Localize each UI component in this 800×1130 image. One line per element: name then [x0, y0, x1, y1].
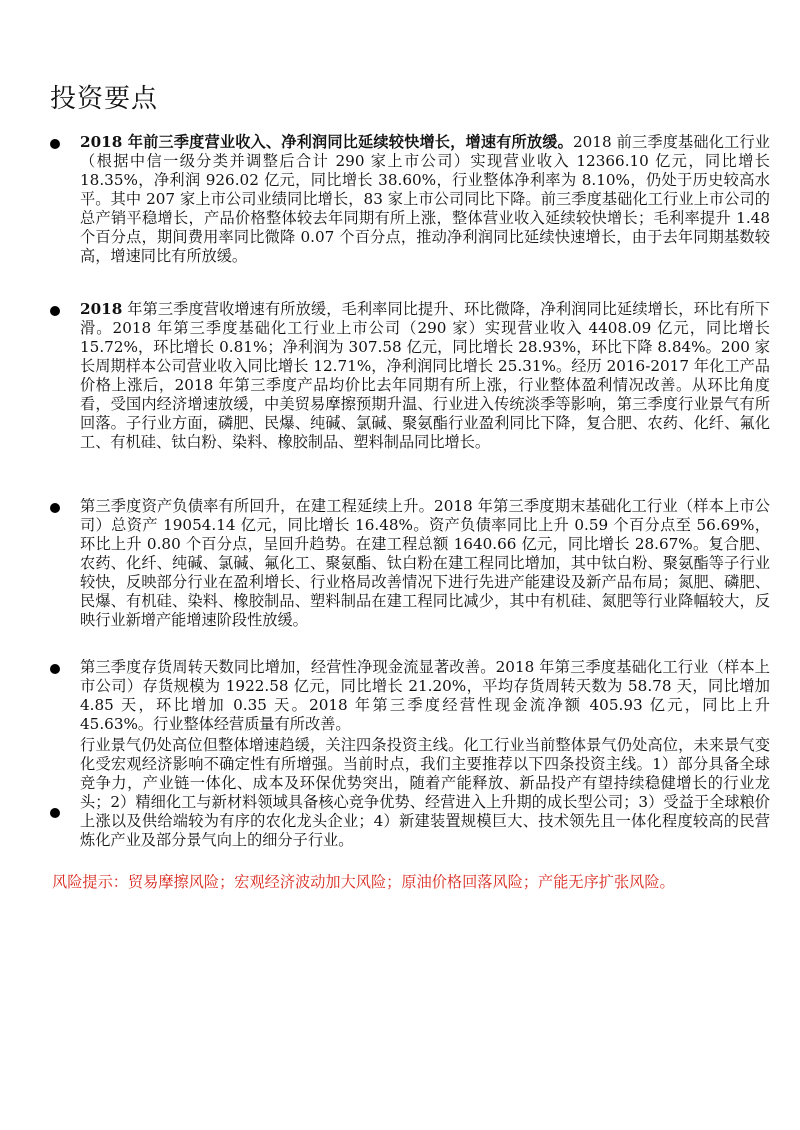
bullet-5	[50, 808, 60, 818]
paragraph-1-body: 2018 前三季度基础化工行业（根据中信一级分类并调整后合计 290 家上市公司）实现营业收入 12366.10 亿元，同比增长 18.35%，净利润 926.02 亿元，同比增长 38.60%，行业整体净利率为 8.10%，仍处于历史较高水平。其中 207 家上市公司业绩同比增长，83 家上市公司同比下降。前三季度基础化工行业上市公司的总产销平稳增长，产品价格整体较去年同期有所上涨，整体营业收入延续较快增长；毛利率提升 1.48 个百分点，期间费用率同比微降 0.07 个百分点，推动净利润同比延续快速增长，由于去年同期基数较高，增速同比有所放缓。	[80, 133, 770, 265]
paragraph-5	[80, 736, 770, 850]
paragraph-3	[80, 497, 770, 630]
bullet-3	[50, 503, 60, 513]
paragraph-1-lead: 2018 年前三季度营业收入、净利润同比延续较快增长，增速有所放缓。	[80, 133, 573, 151]
page-title: 投资要点	[50, 84, 159, 114]
bullet-2	[50, 306, 60, 316]
paragraph-2-lead: 2018	[80, 300, 123, 318]
paragraph-2-body: 年第三季度营收增速有所放缓，毛利率同比提升、环比微降，净利润同比延续增长，环比有所下滑。2018 年第三季度基础化工行业上市公司（290 家）实现营业收入 4408.09 亿元，同比增长 15.72%，环比增长 0.81%；净利润为 307.58 亿元，同比增长 28.93%，环比下降 8.84%。200 家长周期样本公司营业收入同比增长 12.71%，净利润同比增长 25.31%。经历 2016-2017 年化工产品价格上涨后，2018 年第三季度产品均价比去年同期有所上涨，行业整体盈利情况改善。从环比角度看，受国内经济增速放缓，中美贸易摩擦预期升温、行业进入传统淡季等影响，第三季度行业景气有所回落。子行业方面，磷肥、民爆、纯碱、氯碱、聚氨酯行业盈利同比下降，复合肥、农药、化纤、氟化工、有机硅、钛白粉、染料、橡胶制品、塑料制品同比增长。	[80, 300, 770, 451]
risk-warning: 风险提示：贸易摩擦风险；宏观经济波动加大风险；原油价格回落风险；产能无序扩张风险。	[52, 873, 675, 891]
paragraph-1	[80, 133, 770, 266]
paragraph-2	[80, 300, 770, 452]
paragraph-4	[80, 658, 770, 734]
paragraph-4-body: 第三季度存货周转天数同比增加，经营性净现金流显著改善。2018 年第三季度基础化工行业（样本上市公司）存货规模为 1922.58 亿元，同比增长 21.20%，平均存货周转天数为 58.78 天，同比增加 4.85 天，环比增加 0.35 天。2018 年第三季度经营性现金流净额 405.93 亿元，同比上升 45.63%。行业整体经营质量有所改善。	[80, 658, 770, 733]
paragraph-3-body: 第三季度资产负债率有所回升，在建工程延续上升。2018 年第三季度期末基础化工行业（样本上市公司）总资产 19054.14 亿元，同比增长 16.48%。资产负债率同比上升 0.59 个百分点至 56.69%，环比上升 0.80 个百分点，呈回升趋势。在建工程总额 1640.66 亿元，同比增长 28.67%。复合肥、农药、化纤、纯碱、氯碱、氟化工、聚氨酯、钛白粉在建工程同比增加，其中钛白粉、聚氨酯等子行业较快，反映部分行业在盈利增长、行业格局改善情况下进行先进产能建设及新产品布局；氮肥、磷肥、民爆、有机硅、染料、橡胶制品、塑料制品在建工程同比减少，其中有机硅、氮肥等行业降幅较大，反映行业新增产能增速阶段性放缓。	[80, 497, 770, 629]
bullet-1	[50, 139, 60, 149]
paragraph-5-body: 行业景气仍处高位但整体增速趋缓，关注四条投资主线。化工行业当前整体景气仍处高位，未来景气变化受宏观经济影响不确定性有所增强。当前时点，我们主要推荐以下四条投资主线。1）部分具备全球竞争力，产业链一体化、成本及环保优势突出，随着产能释放、新品投产有望持续稳健增长的行业龙头；2）精细化工与新材料领域具备核心竞争优势、经营进入上升期的成长型公司；3）受益于全球粮价上涨以及供给端较为有序的农化龙头企业；4）新建装置规模巨大、技术领先且一体化程度较高的民营炼化产业及部分景气向上的细分子行业。	[80, 736, 770, 849]
bullet-4	[50, 664, 60, 674]
